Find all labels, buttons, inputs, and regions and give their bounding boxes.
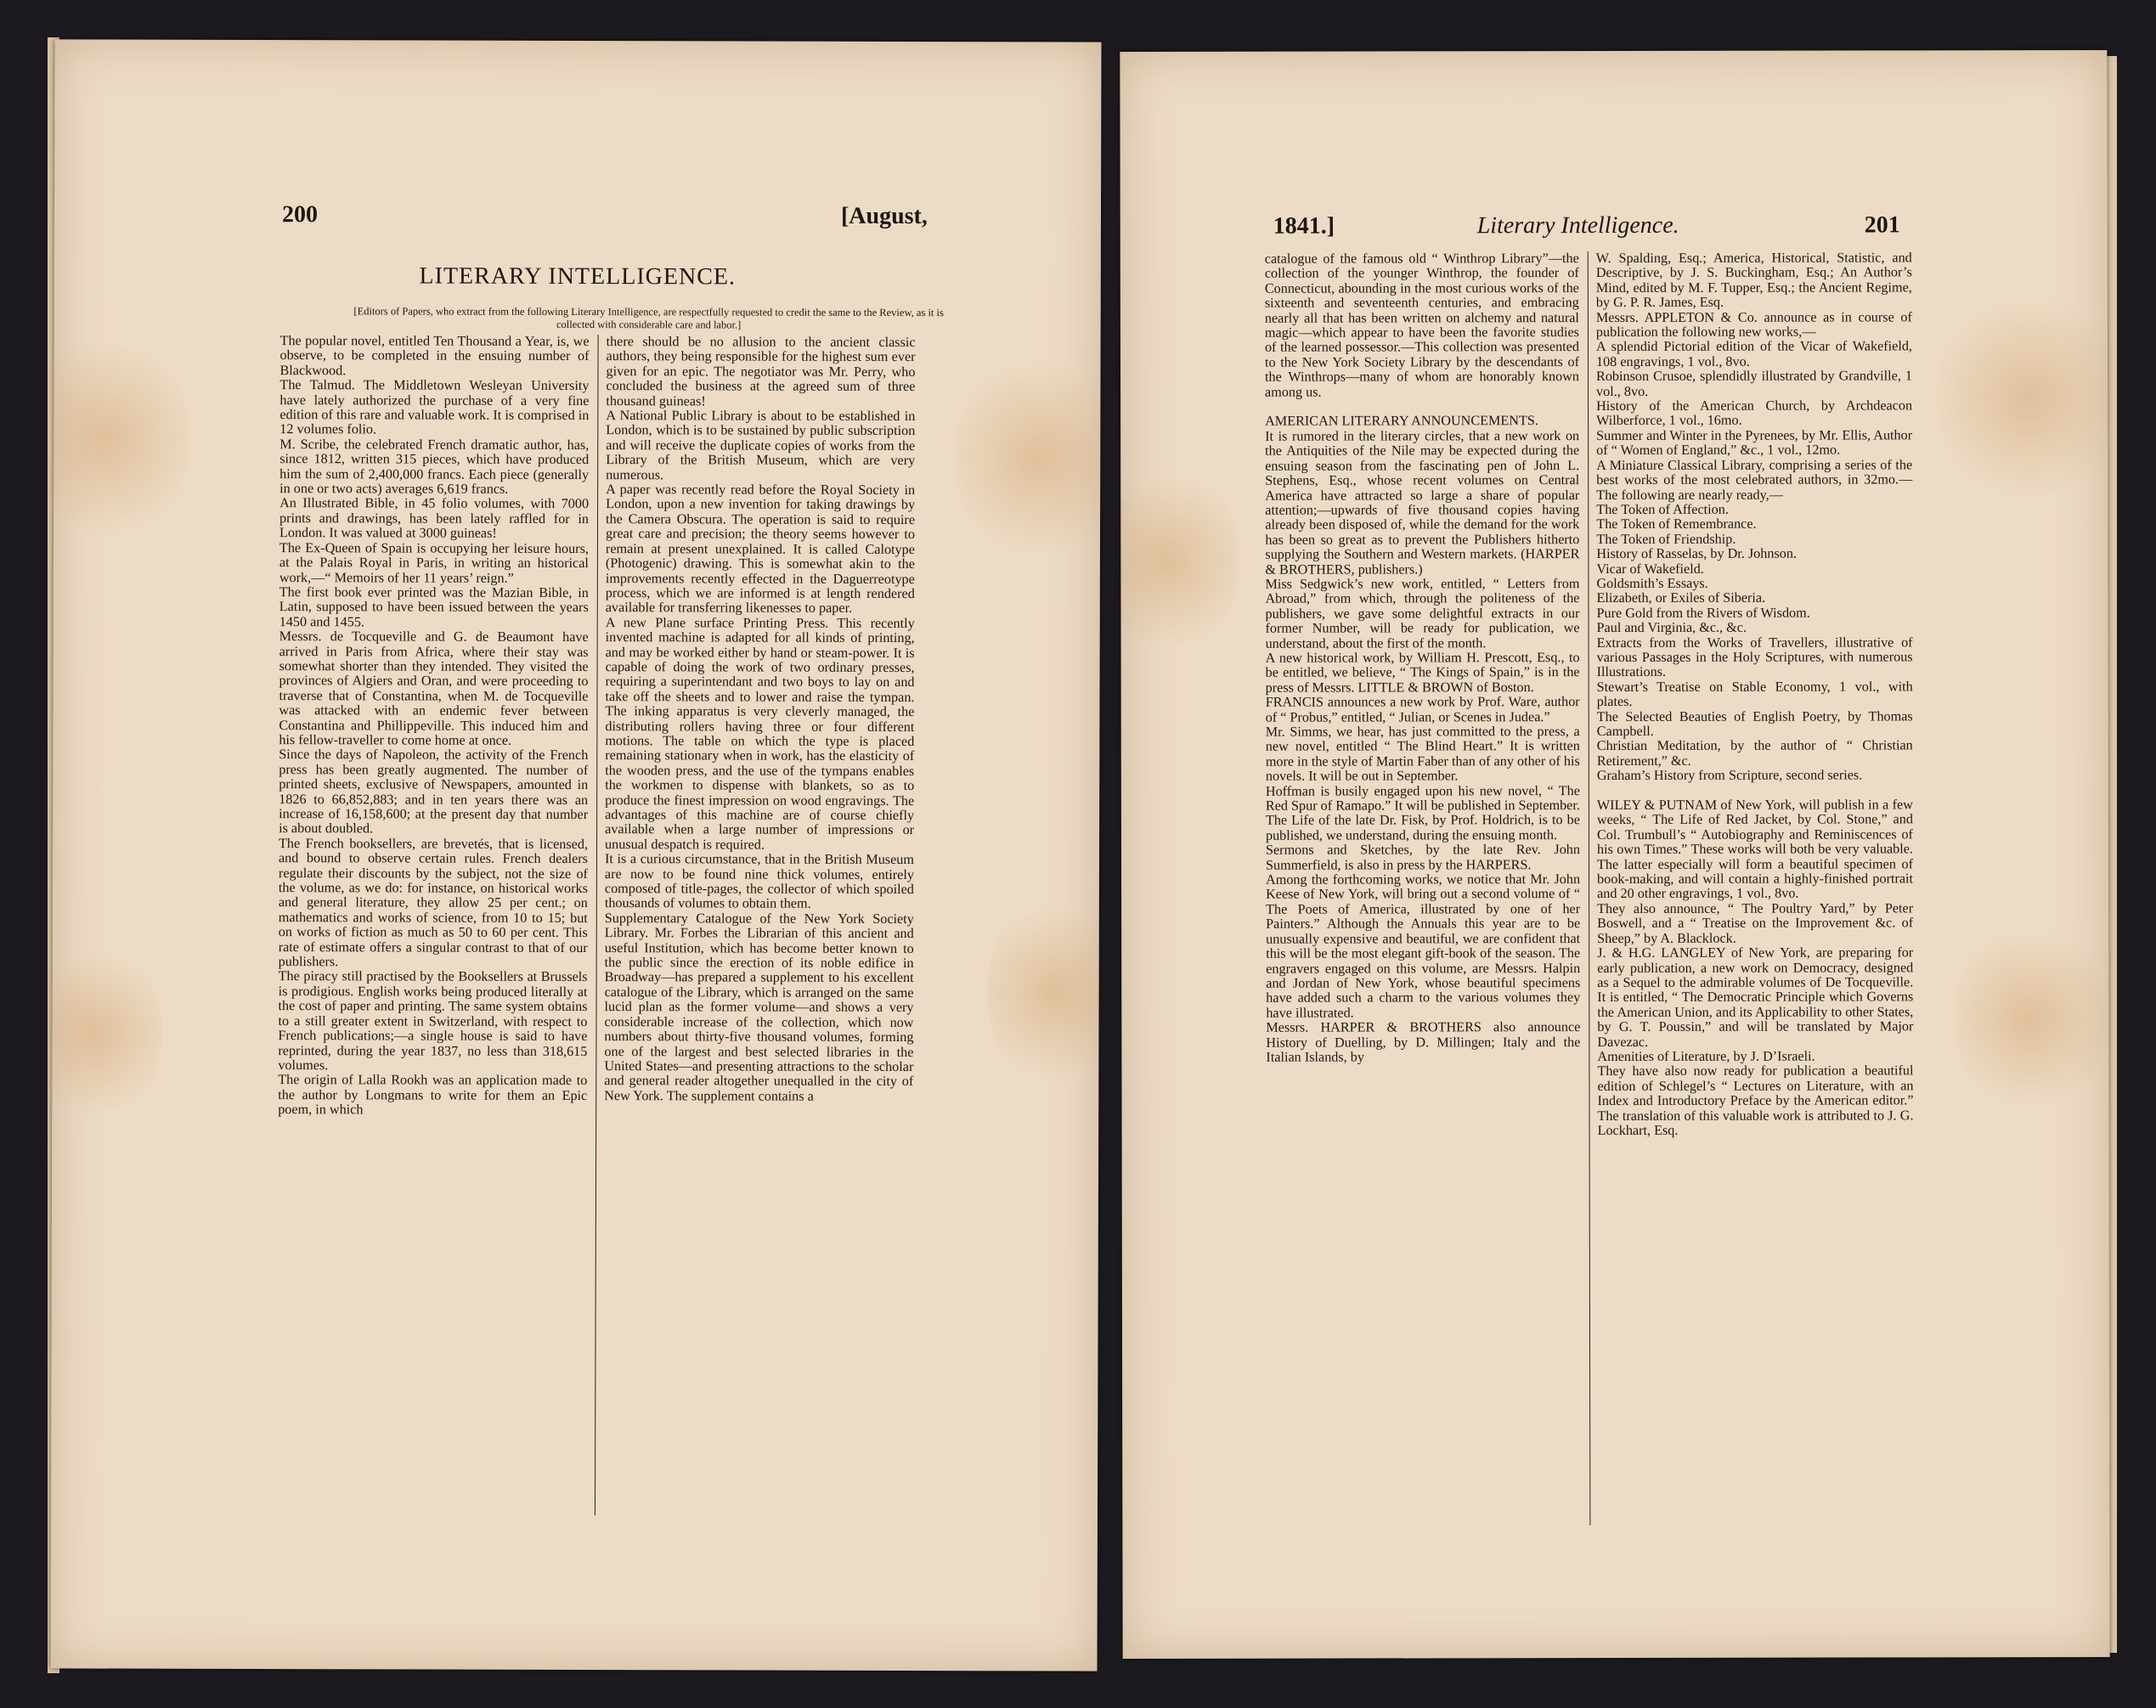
foxing-stain xyxy=(1936,288,2110,509)
page-number: 200 xyxy=(281,201,319,228)
foxing-stain xyxy=(986,891,1101,1095)
left-page xyxy=(50,39,1101,1671)
running-head xyxy=(54,200,1101,237)
right-page xyxy=(1120,50,2109,1659)
running-title: Literary Intelligence. xyxy=(1476,211,1679,240)
foxing-stain xyxy=(50,328,189,550)
foxing-stain xyxy=(954,347,1102,569)
page-number: 201 xyxy=(1864,211,1900,239)
foxing-stain xyxy=(1954,916,2107,1120)
text-column-1: catalogue of the famous old “ Winthrop Library”—the collection of the younger Winthrop, the founder of Connecticut, abounding in the most curious works of the sixteenth and seventeenth centuries, and embracing nearly all that has been written on alchemy and natural magic—which appear to have been the favorite studies of the learned possessor.—This collection was presented to the New York Society Library by the descendants of the Winthrops—many of whom are honorably known among us. AMERICAN LITERARY ANNOUNCEMENTS. It is rumored in the literary circles, that a new work on the Antiquities of the Nile may be expected during the ensuing season from the fascinating pen of John L. Stephens, Esq., whose recent volumes on Central America have attracted so large a share of popular attention;—upwards of five thousand copies having already been disposed of, while the demand for the work has been so great as to prevent the Publishers hitherto supplying the Southern and Western markets. (HARPER & BROTHERS, publishers.) Miss Sedgwick’s new work, entitled, “ Letters from Abroad,” from which, through the politeness of the publishers, we gave some delightful extracts in our former Number, will be ready for publication, we understand, about the first of the month. A new historical work, by William H. Prescott, Esq., to be entitled, we believe, “ The Kings of Spain,” is in the press of Messrs. LITTLE & BROWN of Boston. FRANCIS announces a new work by Prof. Ware, author of “ Probus,” entitled, “ Julian, or Scenes in Judea.” Mr. Simms, we hear, has just committed to the press, a new novel, entitled “ The Blind Heart.” It is written more in the style of Martin Faber than of any other of his novels. It will be out in September. Hoffman is busily engaged upon his new novel, “ The Red Spur of Ramapo.” It will be published in September. The Life of the late Dr. Fisk, by Prof. Holdrich, is to be published, we understand, during the ensuing month. Sermons and Sketches, by the late Rev. John Summerfield, is also in press by the HARPERS. Among the forthcoming works, we notice that Mr. John Keese of New York, will bring out a second volume of “ The Poets of America, illustrated by one of her Painters.” Although the Annuals this year are to be unusually expensive and beautiful, we are confident that this will be the most elegant gift-book of the season. The engravers engaged on this volume, are Messrs. Halpin and Jordan of New York, whose beautiful specimens have added such a charm to the various volumes they have illustrated. Messrs. HARPER & BROTHERS also announce History of Duelling, by D. Millingen; Italy and the Italian Islands, by xyxy=(1264,251,1581,1065)
running-head xyxy=(1120,211,2108,247)
column-rule xyxy=(595,335,599,1515)
editors-notice: [Editors of Papers, who extract from the following Literary Intelligence, are respectfully requested to credit the same to the Review, as it is collected with considerable care and labor.] xyxy=(353,305,944,331)
column-rule xyxy=(1588,251,1591,1525)
year-head: 1841.] xyxy=(1273,212,1335,240)
foxing-stain xyxy=(1120,459,1239,663)
running-head-date: [August, xyxy=(840,202,928,230)
foxing-stain xyxy=(50,939,162,1126)
text-column-1: The popular novel, entitled Ten Thousand a Year, is, we observe, to be completed in the ensuing number of Blackwood. The Talmud. The Middletown Wesleyan University have lately authorized the purchase of a very fine edition of this rare and valuable work. It is comprised in 12 volumes folio. M. Scribe, the celebrated French dramatic author, has, since 1812, written 315 pieces, which have produced him the sum of 2,400,000 francs. Each piece (generally in one or two acts) averages 6,619 francs. An Illustrated Bible, in 45 folio volumes, with 7000 prints and drawings, has been lately raffled for in London. It was valued at 3000 guineas! The Ex-Queen of Spain is occupying her leisure hours, at the Palais Royal in Paris, in writing an historical work,—“ Memoirs of her 11 years’ reign.” The first book ever printed was the Mazian Bible, in Latin, supposed to have been issued between the years 1450 and 1455. Messrs. de Tocqueville and G. de Beaumont have arrived in Paris from Africa, where their stay was somewhat shorter than they intended. They visited the provinces of Algiers and Oran, and were proceeding to traverse that of Constantina, when M. de Tocqueville was attacked with an endemic fever between Constantina and Phillippeville. This induced him and his fellow-traveller to come home at once. Since the days of Napoleon, the activity of the French press has been greatly augmented. The number of printed sheets, exclusive of Newspapers, amounted in 1826 to 66,852,883; and in ten years there was an increase of 16,158,600; at the present day that number is about doubled. The French booksellers, are brevetés, that is licensed, and bound to observe certain rules. French dealers regulate their discounts by the subject, not the size of the volume, as we do: for instance, on historical works and general literature, they allow 25 per cent.; on mathematics and works of science, from 10 to 15; but on works of fiction as much as 50 to 60 per cent. This rate of estimate offers a singular contrast to that of our publishers. The piracy still practised by the Booksellers at Brussels is prodigious. English works being produced literally at the cost of paper and printing. The same system obtains to a still greater extent in Switzerland, with respect to French publications;—a single house is said to have reprinted, during the year 1837, no less than 318,615 volumes. The origin of Lalla Rookh was an application made to the author by Longmans to write for them an Epic poem, in which xyxy=(278,333,590,1118)
section-title: LITERARY INTELLIGENCE. xyxy=(419,262,737,290)
text-column-2: there should be no allusion to the ancient classic authors, they being responsible for the highest sum ever given for an epic. The negotiator was Mr. Perry, who concluded the business at the agreed sum of three thousand guineas! A National Public Library is about to be established in London, which is to be sustained by public subscription and will receive the duplicate copies of works from the Library of the British Museum, which are very numerous. A paper was recently read before the Royal Society in London, upon a new invention for taking drawings by the Camera Obscura. The operation is said to require great care and precision; the theory seems however to remain at present unexplained. It is called Calotype (Photogenic) drawing. This is somewhat akin to the improvements recently effected in the Daguerreotype process, which we are informed is at length rendered available for transferring likenesses to paper. A new Plane surface Printing Press. This recently invented machine is adapted for all kinds of printing, and may be worked either by hand or steam-power. It is capable of doing the work of two ordinary presses, requiring a superintendant and two boys to lay on and take off the sheets and to lower and raise the tympan. The inking apparatus is very cleverly managed, the distributing rollers having three or four different motions. The table on which the type is placed remaining stationary when in work, has the elasticity of the wooden press, and the use of the tympans enables the workmen to dispense with blankets, so as to produce the finest impression on wood engravings. The advantages of this machine are of course chiefly available when a large number of impressions or unusual despatch is required. It is a curious circumstance, that in the British Museum are now to be found nine thick volumes, entirely composed of title-pages, the collector of which spoiled thousands of volumes to obtain them. Supplementary Catalogue of the New York Society Library. Mr. Forbes the Librarian of this ancient and useful Institution, which has become better known to the public since the erection of its noble edifice in Broadway—has prepared a supplement to his excellent catalogue of the Library, which is arranged on the same lucid plan as the former volume—and shows a very considerable increase of the collection, which now numbers about thirty-five thousand volumes, forming one of the largest and best selected libraries in the United States—and presenting attractions to the scholar and general reader altogether unequalled in the city of New York. The supplement contains a xyxy=(604,334,916,1104)
text-column-2: W. Spalding, Esq.; America, Historical, Statistic, and Descriptive, by J. S. Buckingham, Esq.; An Author’s Mind, edited by M. F. Tupper, Esq.; the Ancient Regime, by G. P. R. James, Esq. Messrs. APPLETON & Co. announce as in course of publication the following new works,— A splendid Pictorial edition of the Vicar of Wakefield, 108 engravings, 1 vol., 8vo. Robinson Crusoe, splendidly illustrated by Grandville, 1 vol., 8vo. History of the American Church, by Archdeacon Wilberforce, 1 vol., 16mo. Summer and Winter in the Pyrenees, by Mr. Ellis, Author of “ Women of England,” &c., 1 vol., 12mo. A Miniature Classical Library, comprising a series of the best works of the most celebrated authors, in 32mo.—The following are nearly ready,— The Token of Affection. The Token of Remembrance. The Token of Friendship. History of Rasselas, by Dr. Johnson. Vicar of Wakefield. Goldsmith’s Essays. Elizabeth, or Exiles of Siberia. Pure Gold from the Rivers of Wisdom. Paul and Virginia, &c., &c. Extracts from the Works of Travellers, illustrative of various Passages in the Holy Scriptures, with numerous Illustrations. Stewart’s Treatise on Stable Economy, 1 vol., with plates. The Selected Beauties of English Poetry, by Thomas Campbell. Christian Meditation, by the author of “ Christian Retirement,” &c. Graham’s History from Scripture, second series. WILEY & PUTNAM of New York, will publish in a few weeks, “ The Life of Red Jacket, by Col. Stone,” and Col. Trumbull’s “ Autobiography and Reminiscences of his own Times.” These works will both be very valuable. The latter especially will form a beautiful specimen of book-making, and will contain a highly-finished portrait and 20 other engravings, 1 vol., 8vo. They also announce, “ The Poultry Yard,” by Peter Boswell, and a “ Treatise on the Improvement &c. of Sheep,” by A. Blacklock. J. & H.G. LANGLEY of New York, are preparing for early publication, a new work on Democracy, designed as a Sequel to the admirable volumes of De Tocqueville. It is entitled, “ The Democratic Principle which Governs the American Union, and its Applicability to other States, by G. T. Poussin,” and will be translated by Major Davezac. Amenities of Literature, by J. D’Israeli. They have also now ready for publication a beautiful edition of Schlegel’s “ Lectures on Literature, with an Index and Introductory Preface by the American editor.” The translation of this valuable work is attributed to J. G. Lockhart, Esq. xyxy=(1595,250,1914,1139)
